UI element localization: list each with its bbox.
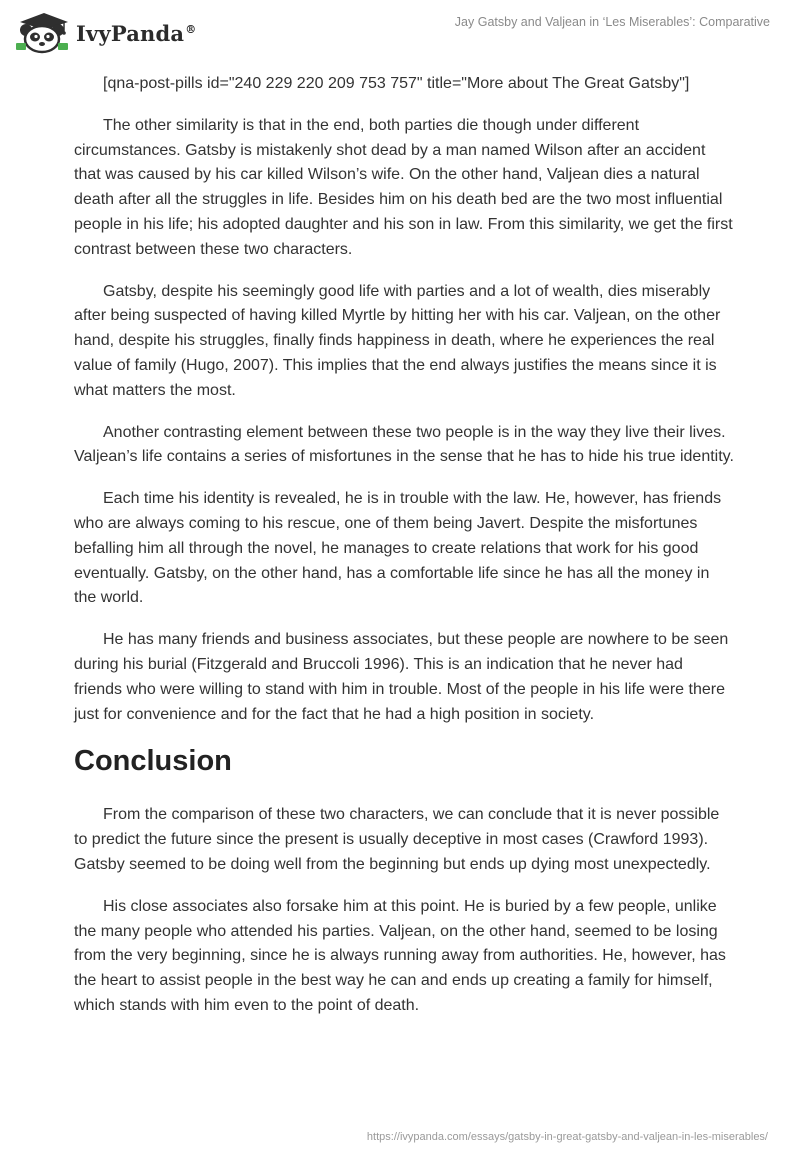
page-header: [0, 0, 800, 66]
brand-name: IvyPanda®: [76, 20, 197, 46]
article-body: [74, 72, 734, 1036]
panda-graduation-cap-icon: [14, 10, 70, 54]
conclusion-heading: Conclusion: [74, 745, 232, 778]
document-title: Jay Gatsby and Valjean in ‘Les Miserables’: Comparative: [454, 15, 770, 29]
body-paragraph: Another contrasting element between these two people is in the way they live their lives. Valjean’s life contains a series of misfortunes in the sense that he has to hide his true identity.: [74, 423, 734, 466]
body-paragraph: His close associates also forsake him at this point. He is buried by a few people, unlike the many people who attended his parties. Valjean, on the other hand, seemed to be losing from the very beginning, since he is always running away from authorities. He, however, has the heart to assist people in the best way he can and ends up creating a family for himself, which stands with him even to the point of death.: [74, 897, 726, 1014]
body-paragraph: The other similarity is that in the end, both parties die though under different circumstances. Gatsby is mistakenly shot dead by a man named Wilson after an accident that was caused by his car killed Wilson’s wife. On the other hand, Valjean dies a natural death after all the struggles in life. Besides him on his death bed are the two most influential people in his life; his adopted daughter and his son in law. From this similarity, we get the first contrast between these two characters.: [74, 116, 733, 258]
source-url[interactable]: https://ivypanda.com/essays/gatsby-in-great-gatsby-and-valjean-in-les-miserables/: [366, 1131, 768, 1143]
body-paragraph: From the comparison of these two characters, we can conclude that it is never possible to predict the future since the present is usually deceptive in most cases (Crawford 1993). Gatsby seemed to be doing well from the beginning but ends up dying most unexpectedly.: [74, 806, 720, 873]
body-paragraph: He has many friends and business associates, but these people are nowhere to be seen during his burial (Fitzgerald and Bruccoli 1996). This is an indication that he never had friends who were willing to stand with him in trouble. Most of the people in his life were there just for convenience and for the fact that he had a high position in society.: [74, 631, 729, 723]
shortcode-paragraph: [qna-post-pills id="240 229 220 209 753 757" title="More about The Great Gatsby"]: [103, 75, 690, 92]
brand-logo[interactable]: [14, 10, 196, 54]
body-paragraph: Each time his identity is revealed, he is in trouble with the law. He, however, has friends who are always coming to his rescue, one of them being Javert. Despite the misfortunes befalling him all through the novel, he manages to create relations that work for his good eventually. Gatsby, on the other hand, has a comfortable life since he has all the money in the world.: [74, 490, 722, 607]
body-paragraph: Gatsby, despite his seemingly good life with parties and a lot of wealth, dies miserably after being suspected of having killed Myrtle by hitting her with his car. Valjean, on the other hand, despite his struggles, finally finds happiness in death, where he experiences the real value of family (Hugo, 2007). This implies that the end always justifies the means since it is what matters the most.: [74, 282, 721, 399]
